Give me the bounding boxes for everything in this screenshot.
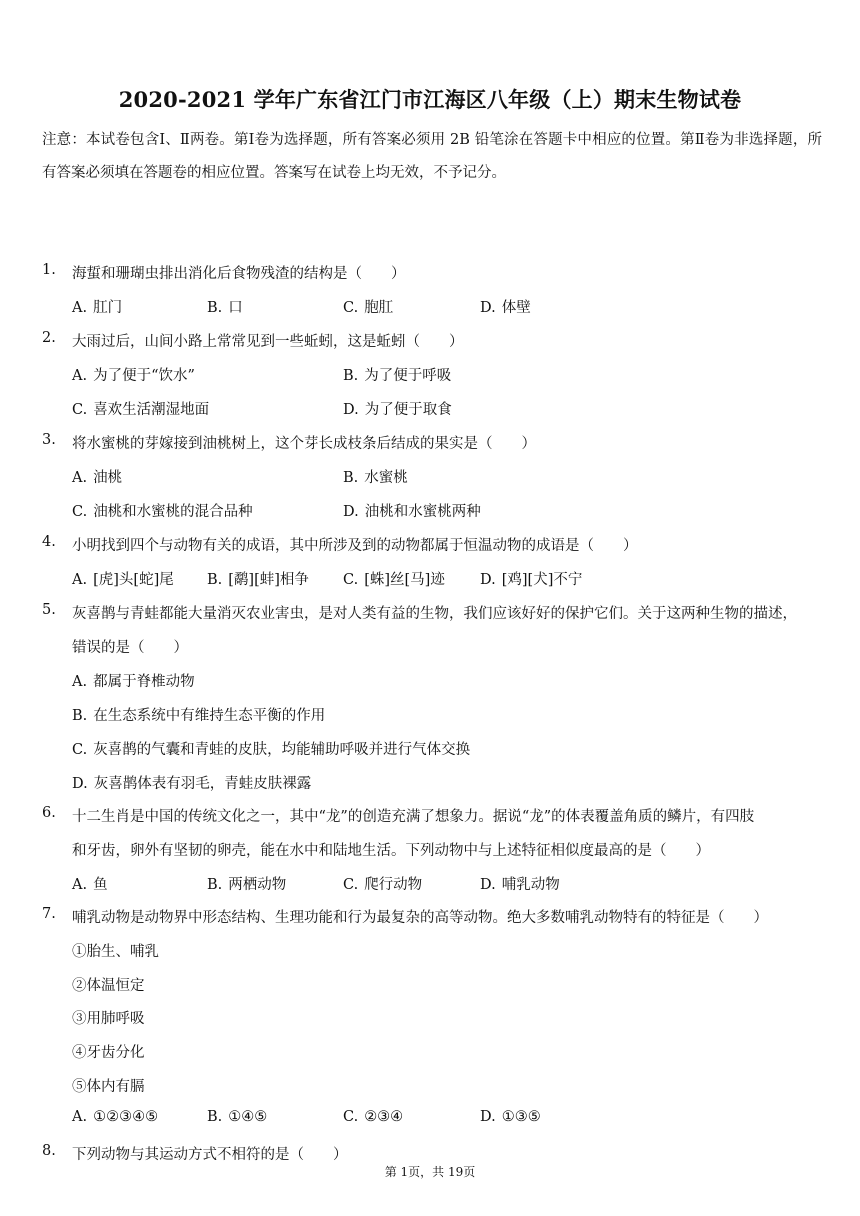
question-stem: 十二生肖是中国的传统文化之一，其中“龙”的创造充满了想象力。据说“龙”的体表覆盖角质的鳞片，有四肢 (72, 809, 755, 825)
statement-item: ②体温恒定 (72, 978, 145, 994)
option-b[interactable]: B. 为了便于呼吸 (343, 368, 452, 384)
option-c[interactable]: C. 油桃和水蜜桃的混合品种 (72, 504, 253, 520)
option-d[interactable]: D. 灰喜鹊体表有羽毛，青蛙皮肤裸露 (72, 776, 312, 792)
option-a[interactable]: A. 油桃 (72, 470, 123, 486)
option-d[interactable]: D. ①③⑤ (480, 1109, 541, 1125)
question-stem: 下列动物与其运动方式不相符的是（ ） (72, 1147, 348, 1163)
question-number: 2. (42, 330, 56, 346)
question-number: 6. (42, 805, 56, 821)
question-number: 4. (42, 534, 56, 550)
statement-item: ①胎生、哺乳 (72, 944, 159, 960)
option-c[interactable]: C. 爬行动物 (343, 877, 423, 893)
question-stem: 大雨过后，山间小路上常常见到一些蚯蚓，这是蚯蚓（ ） (72, 334, 464, 350)
option-c[interactable]: C. 灰喜鹊的气囊和青蛙的皮肤，均能辅助呼吸并进行气体交换 (72, 742, 471, 758)
option-a[interactable]: A. ①②③④⑤ (72, 1109, 159, 1125)
question-number: 3. (42, 432, 56, 448)
option-a[interactable]: A. 鱼 (72, 877, 108, 893)
option-b[interactable]: B. 水蜜桃 (343, 470, 408, 486)
option-c[interactable]: C. ②③④ (343, 1109, 404, 1125)
question-stem: 将水蜜桃的芽嫁接到油桃树上，这个芽长成枝条后结成的果实是（ ） (72, 436, 536, 452)
question-stem-continued: 错误的是（ ） (72, 640, 188, 656)
option-a[interactable]: A. 为了便于“饮水” (72, 368, 195, 384)
question-number: 7. (42, 906, 56, 922)
question-number: 8. (42, 1143, 56, 1159)
question-stem: 灰喜鹊与青蛙都能大量消灭农业害虫，是对人类有益的生物，我们应该好好的保护它们。关于这两种生物的描述， (72, 606, 797, 622)
option-d[interactable]: D. [鸡][犬]不宁 (480, 572, 583, 588)
option-d[interactable]: D. 为了便于取食 (343, 402, 452, 418)
option-b[interactable]: B. 口 (207, 300, 243, 316)
option-d[interactable]: D. 哺乳动物 (480, 877, 560, 893)
option-b[interactable]: B. 两栖动物 (207, 877, 287, 893)
exam-notice: 注意：本试卷包含Ⅰ、Ⅱ两卷。第Ⅰ卷为选择题，所有答案必须用 2B 铅笔涂在答题卡中相应的位置。第Ⅱ卷为非选择题，所有答案必须填在答题卷的相应位置。答案写在试卷上均无效，不予记分。 (42, 132, 822, 181)
page-footer: 第 1页，共 19页 (384, 1165, 476, 1179)
question-stem: 海蜇和珊瑚虫排出消化后食物残渣的结构是（ ） (72, 266, 406, 282)
statement-item: ④牙齿分化 (72, 1045, 145, 1061)
option-a[interactable]: A. 都属于脊椎动物 (72, 674, 195, 690)
option-d[interactable]: D. 体壁 (480, 300, 531, 316)
statement-item: ③用肺呼吸 (72, 1011, 145, 1027)
option-b[interactable]: B. [鹬][蚌]相争 (207, 572, 309, 588)
option-b[interactable]: B. 在生态系统中有维持生态平衡的作用 (72, 708, 326, 724)
option-c[interactable]: C. 喜欢生活潮湿地面 (72, 402, 210, 418)
option-d[interactable]: D. 油桃和水蜜桃两种 (343, 504, 481, 520)
question-stem: 哺乳动物是动物界中形态结构、生理功能和行为最复杂的高等动物。绝大多数哺乳动物特有的特征是（ ） (72, 910, 768, 926)
question-number: 5. (42, 602, 56, 618)
statement-item: ⑤体内有膈 (72, 1079, 145, 1095)
page-title: 2020-2021 学年广东省江门市江海区八年级（上）期末生物试卷 (118, 87, 742, 112)
option-c[interactable]: C. 胞肛 (343, 300, 394, 316)
option-a[interactable]: A. 肛门 (72, 300, 123, 316)
question-number: 1. (42, 262, 56, 278)
question-stem: 小明找到四个与动物有关的成语，其中所涉及到的动物都属于恒温动物的成语是（ ） (72, 538, 638, 554)
option-b[interactable]: B. ①④⑤ (207, 1109, 268, 1125)
question-stem-continued: 和牙齿，卵外有坚韧的卵壳，能在水中和陆地生活。下列动物中与上述特征相似度最高的是（ ） (72, 843, 710, 859)
option-c[interactable]: C. [蛛]丝[马]迹 (343, 572, 445, 588)
option-a[interactable]: A. [虎]头[蛇]尾 (72, 572, 174, 588)
